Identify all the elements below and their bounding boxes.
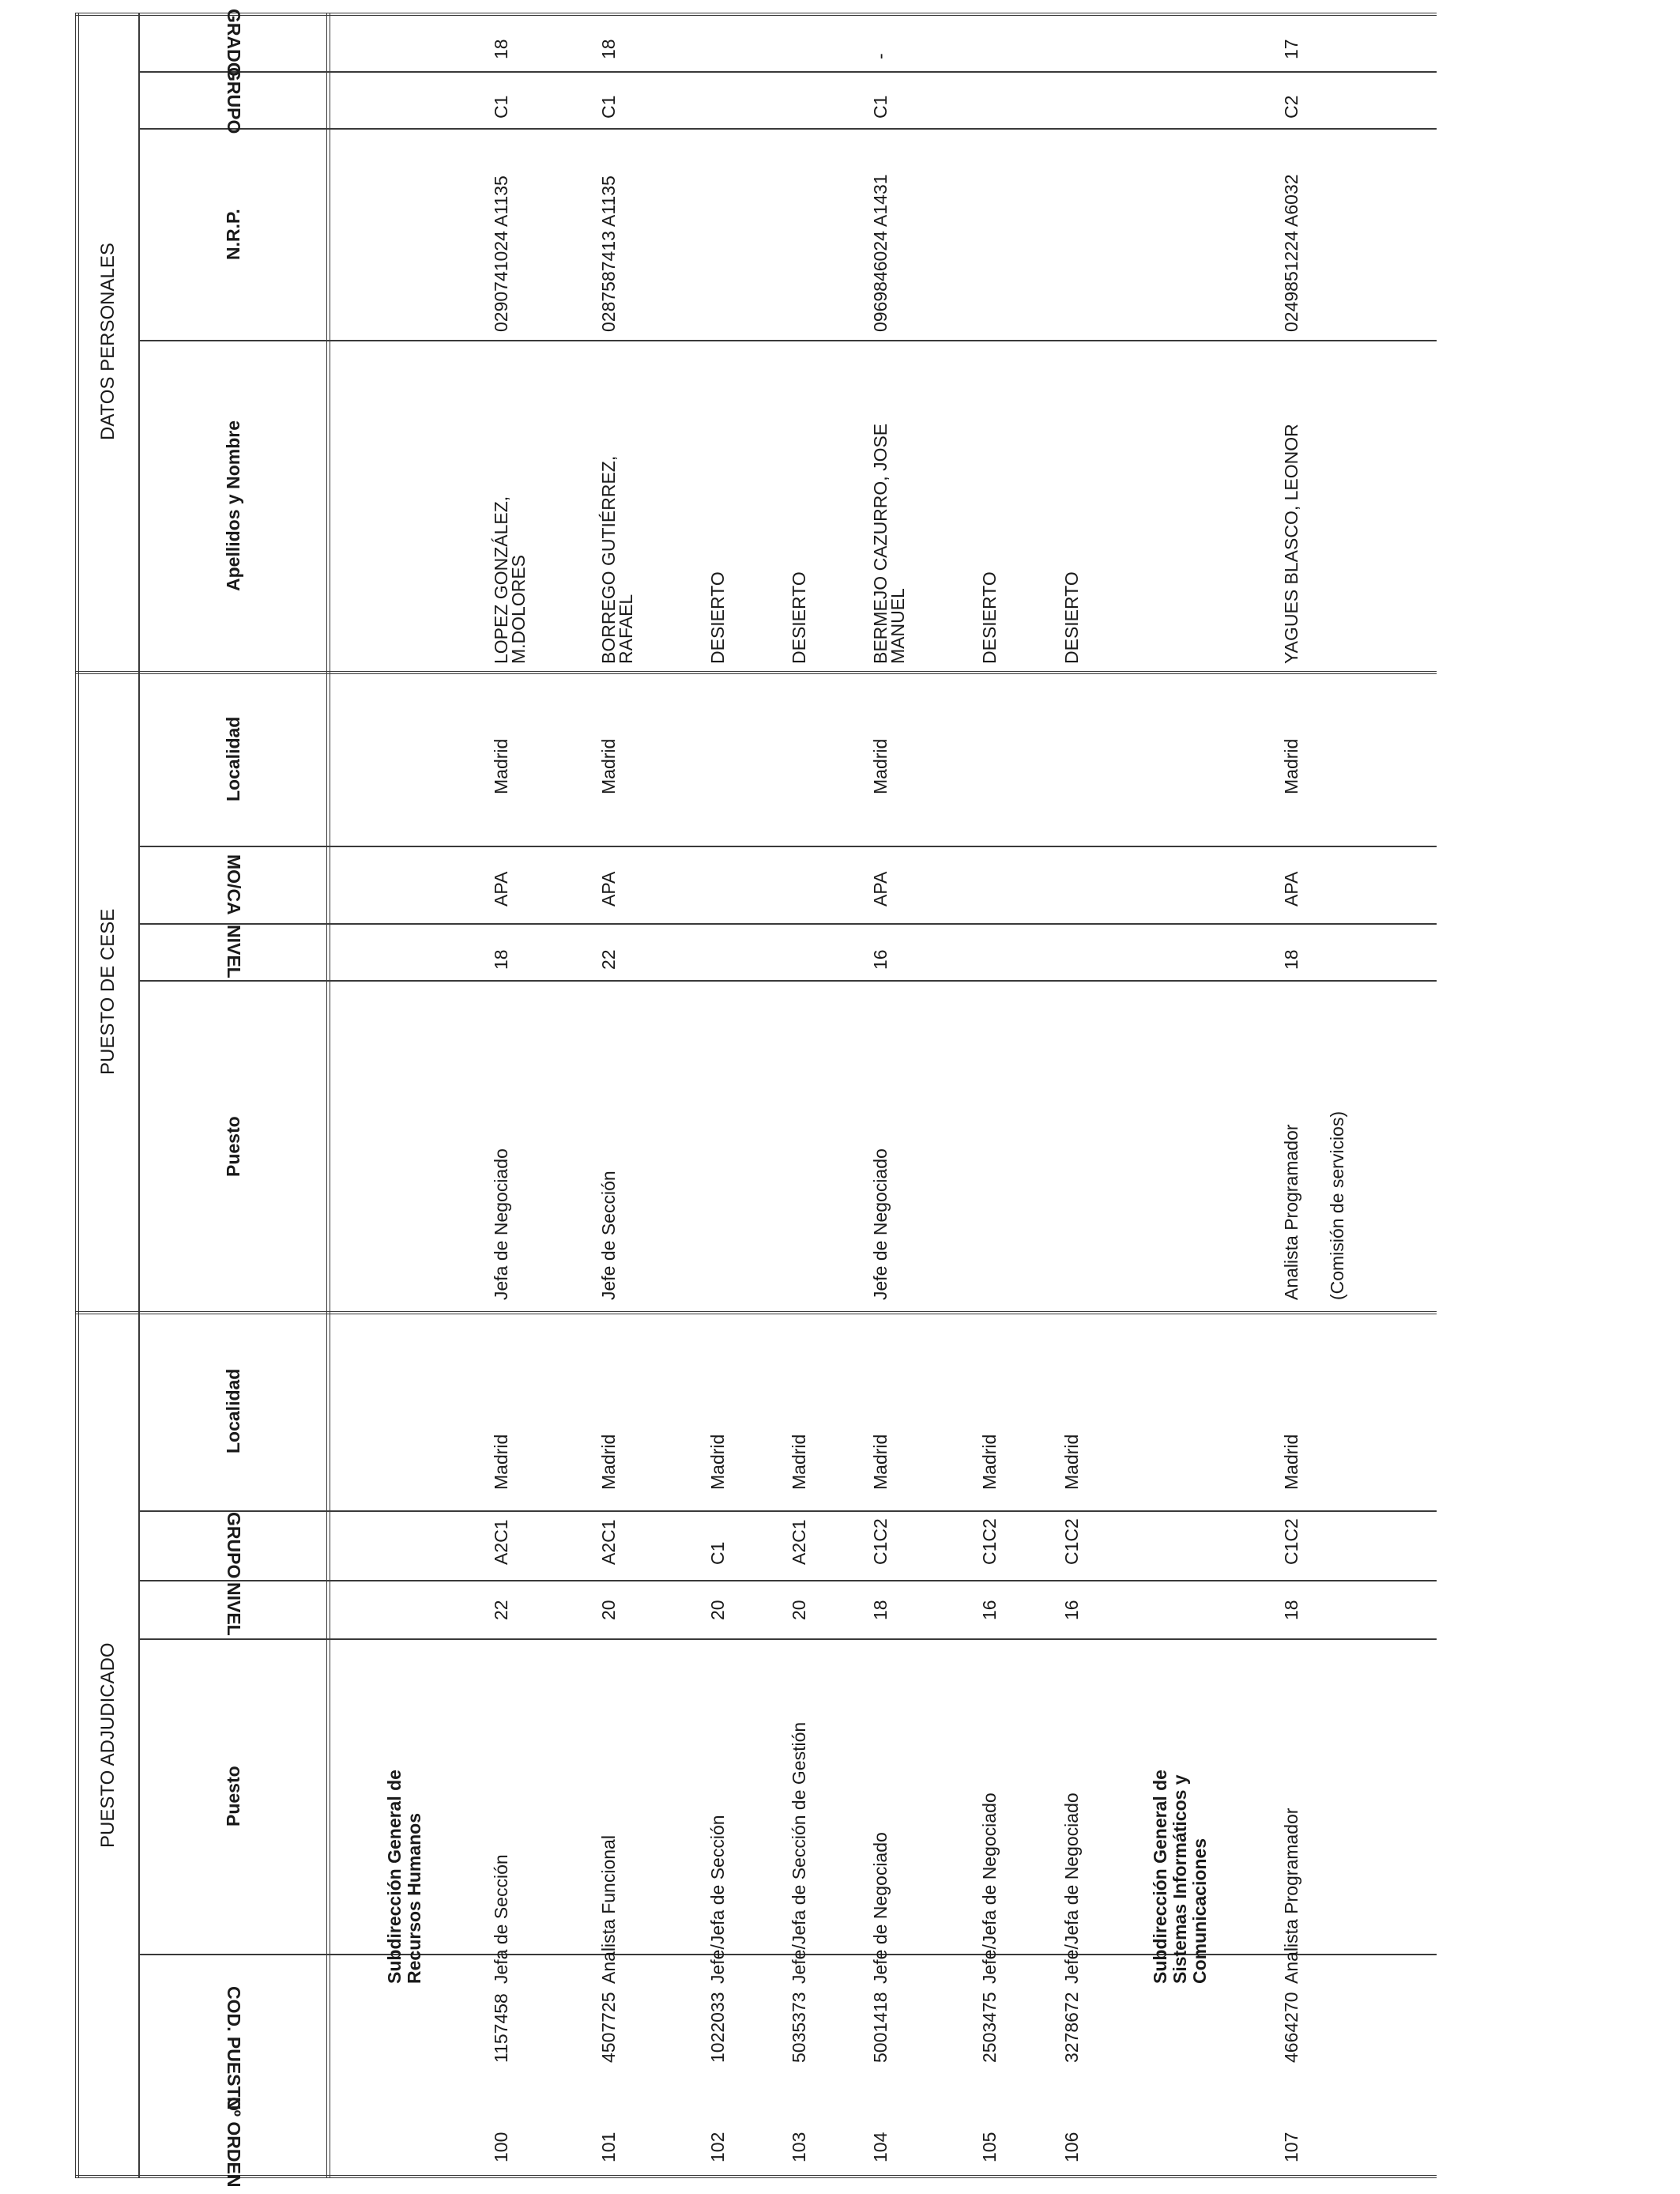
column-rule xyxy=(138,1510,1437,1512)
cell-localidad: Madrid xyxy=(979,1434,1000,1490)
header-dp-grupo: GRUPO xyxy=(224,67,244,134)
cell-cese-puesto: Jefe de Sección xyxy=(598,1171,619,1300)
cell-cese-localidad: Madrid xyxy=(870,738,891,794)
cell-cese-nivel: 18 xyxy=(1281,949,1301,970)
cell-cese-moca: APA xyxy=(870,871,891,907)
cell-grupo: A2C1 xyxy=(598,1519,619,1565)
header-band-divider xyxy=(138,13,140,2178)
group-label-sic: Subdirección General de xyxy=(1150,1770,1170,1984)
table-outer-top xyxy=(75,13,1437,16)
header-moca: MO/CA xyxy=(224,854,244,915)
cell-localidad: Madrid xyxy=(491,1434,511,1490)
group-label-rrhh: Subdirección General de xyxy=(384,1770,405,1984)
header-data-divider xyxy=(326,13,330,2178)
group-label-sic: Comunicaciones xyxy=(1189,1838,1210,1984)
cell-localidad: Madrid xyxy=(1281,1434,1301,1490)
group-label-sic: Sistemas Informáticos y xyxy=(1170,1774,1190,1984)
section-divider xyxy=(75,671,1437,674)
header-nivel: NIVEL xyxy=(224,1582,244,1636)
cell-puesto: Analista Funcional xyxy=(598,1835,619,1984)
cell-puesto: Analista Programador xyxy=(1281,1808,1301,1984)
cell-dp-grupo: C1 xyxy=(598,95,619,119)
cell-grupo: C1C2 xyxy=(1061,1518,1082,1565)
cell-cese-puesto: Analista Programador xyxy=(1281,1124,1301,1300)
cell-puesto: Jefe/Jefa de Negociado xyxy=(1061,1793,1082,1984)
table-outer-bottom xyxy=(75,2175,1437,2178)
cell-cese-nivel: 18 xyxy=(491,949,511,970)
cell-cese-localidad: Madrid xyxy=(598,738,619,794)
section-puesto-de-cese: PUESTO DE CESE xyxy=(97,908,119,1075)
cell-apellidos-nombre: DESIERTO xyxy=(707,571,728,664)
cell-apellidos-nombre: DESIERTO xyxy=(789,571,809,664)
cell-cese-nivel: 22 xyxy=(598,949,619,970)
cell-cod-puesto: 4664270 xyxy=(1281,1992,1301,2063)
cell-cod-puesto: 5035373 xyxy=(789,1992,809,2063)
cell-nrp: 0287587413 A1135 xyxy=(598,175,619,332)
cell-cod-puesto: 3278672 xyxy=(1061,1992,1082,2063)
cell-dp-grado: - xyxy=(870,53,891,59)
cell-nrp: 0249851224 A6032 xyxy=(1281,174,1301,332)
cell-apellidos-nombre: RAFAEL xyxy=(616,594,636,664)
header-n-orden: Nº ORDEN xyxy=(224,2097,244,2188)
cell-apellidos-nombre: MANUEL xyxy=(887,588,908,664)
cell-cese-localidad: Madrid xyxy=(1281,738,1301,794)
header-cod-puesto: COD. PUESTO xyxy=(224,1986,244,2112)
group-label-rrhh: Recursos Humanos xyxy=(404,1812,424,1984)
header-localidad: Localidad xyxy=(223,1368,243,1453)
cell-cod-puesto: 5001418 xyxy=(870,1992,891,2063)
table-outer-left xyxy=(75,13,79,2178)
cell-apellidos-nombre: DESIERTO xyxy=(979,571,1000,664)
cell-nrp: 0290741024 A1135 xyxy=(491,175,511,332)
cell-n-orden: 100 xyxy=(491,2132,511,2162)
cell-dp-grado: 17 xyxy=(1281,39,1301,59)
column-rule xyxy=(138,340,1437,341)
cell-n-orden: 105 xyxy=(979,2132,1000,2162)
cell-grupo: A2C1 xyxy=(491,1519,511,1565)
cell-nivel: 20 xyxy=(707,1600,728,1620)
cell-cod-puesto: 1022033 xyxy=(707,1992,728,2063)
cell-puesto: Jefe de Negociado xyxy=(870,1832,891,1984)
header-apellidos: Apellidos y Nombre xyxy=(223,420,243,591)
cell-grupo: C1C2 xyxy=(979,1518,1000,1565)
header-grado: GRADO xyxy=(224,9,244,77)
cell-apellidos-nombre: YAGUES BLASCO, LEONOR xyxy=(1281,424,1301,664)
cell-nivel: 20 xyxy=(598,1600,619,1620)
cell-n-orden: 107 xyxy=(1281,2132,1301,2162)
cell-puesto: Jefa de Sección xyxy=(491,1854,511,1984)
cell-dp-grupo: C2 xyxy=(1281,95,1301,119)
cell-cese-moca: APA xyxy=(598,871,619,907)
cell-nivel: 18 xyxy=(870,1600,891,1620)
column-rule xyxy=(138,128,1437,130)
cell-cese-puesto-note: (Comisión de servicios) xyxy=(1327,1110,1347,1300)
cell-apellidos-nombre: DESIERTO xyxy=(1061,571,1082,664)
cell-cod-puesto: 4507725 xyxy=(598,1992,619,2063)
cell-puesto: Jefe/Jefa de Sección xyxy=(707,1815,728,1984)
cell-nivel: 18 xyxy=(1281,1600,1301,1620)
cell-apellidos-nombre: BERMEJO CAZURRO, JOSE xyxy=(870,423,891,664)
cell-grupo: C1C2 xyxy=(870,1518,891,1565)
cell-n-orden: 102 xyxy=(707,2132,728,2162)
cell-nivel: 22 xyxy=(491,1600,511,1620)
cell-localidad: Madrid xyxy=(870,1434,891,1490)
header-puesto: Puesto xyxy=(223,1765,243,1826)
cell-dp-grado: 18 xyxy=(491,39,511,59)
header-cese-localidad: Localidad xyxy=(223,716,243,801)
cell-grupo: C1C2 xyxy=(1281,1518,1301,1565)
cell-n-orden: 104 xyxy=(870,2132,891,2162)
cell-nrp: 0969846024 A1431 xyxy=(870,174,891,332)
cell-grupo: A2C1 xyxy=(789,1519,809,1565)
cell-nivel: 16 xyxy=(1061,1600,1082,1620)
column-rule xyxy=(138,980,1437,982)
column-rule xyxy=(138,923,1437,925)
cell-apellidos-nombre: M.DOLORES xyxy=(508,554,529,664)
section-puesto-adjudicado: PUESTO ADJUDICADO xyxy=(97,1642,119,1848)
header-grupo: GRUPO xyxy=(224,1512,244,1579)
cell-dp-grupo: C1 xyxy=(870,95,891,119)
cell-dp-grupo: C1 xyxy=(491,95,511,119)
section-datos-personales: DATOS PERSONALES xyxy=(97,243,119,440)
column-rule xyxy=(138,1954,1437,1955)
cell-cese-nivel: 16 xyxy=(870,949,891,970)
cell-localidad: Madrid xyxy=(1061,1434,1082,1490)
cell-cese-moca: APA xyxy=(1281,871,1301,907)
section-divider xyxy=(75,1311,1437,1314)
cell-puesto: Jefe/Jefa de Negociado xyxy=(979,1793,1000,1984)
header-cese-puesto: Puesto xyxy=(223,1115,243,1177)
header-cese-nivel: NIVEL xyxy=(224,925,244,978)
cell-cod-puesto: 1157458 xyxy=(491,1993,511,2063)
cell-cese-moca: APA xyxy=(491,871,511,907)
column-rule xyxy=(138,1580,1437,1581)
cell-grupo: C1 xyxy=(707,1541,728,1565)
cell-dp-grado: 18 xyxy=(598,39,619,59)
cell-cese-puesto: Jefe de Negociado xyxy=(870,1148,891,1300)
cell-localidad: Madrid xyxy=(598,1434,619,1490)
cell-cese-puesto: Jefa de Negociado xyxy=(491,1148,511,1300)
cell-nivel: 16 xyxy=(979,1600,1000,1620)
column-rule xyxy=(138,71,1437,73)
cell-apellidos-nombre: LOPEZ GONZÁLEZ, xyxy=(491,496,511,664)
cell-apellidos-nombre: BORREGO GUTIÉRREZ, xyxy=(598,455,619,664)
cell-cese-localidad: Madrid xyxy=(491,738,511,794)
cell-nivel: 20 xyxy=(789,1600,809,1620)
cell-localidad: Madrid xyxy=(789,1434,809,1490)
header-nrp: N.R.P. xyxy=(223,208,243,260)
cell-n-orden: 101 xyxy=(598,2132,619,2162)
cell-localidad: Madrid xyxy=(707,1434,728,1490)
cell-n-orden: 106 xyxy=(1061,2132,1082,2162)
column-rule xyxy=(138,846,1437,847)
cell-n-orden: 103 xyxy=(789,2132,809,2162)
cell-puesto: Jefe/Jefa de Sección de Gestión xyxy=(789,1721,809,1984)
column-rule xyxy=(138,1638,1437,1640)
cell-cod-puesto: 2503475 xyxy=(979,1992,1000,2063)
